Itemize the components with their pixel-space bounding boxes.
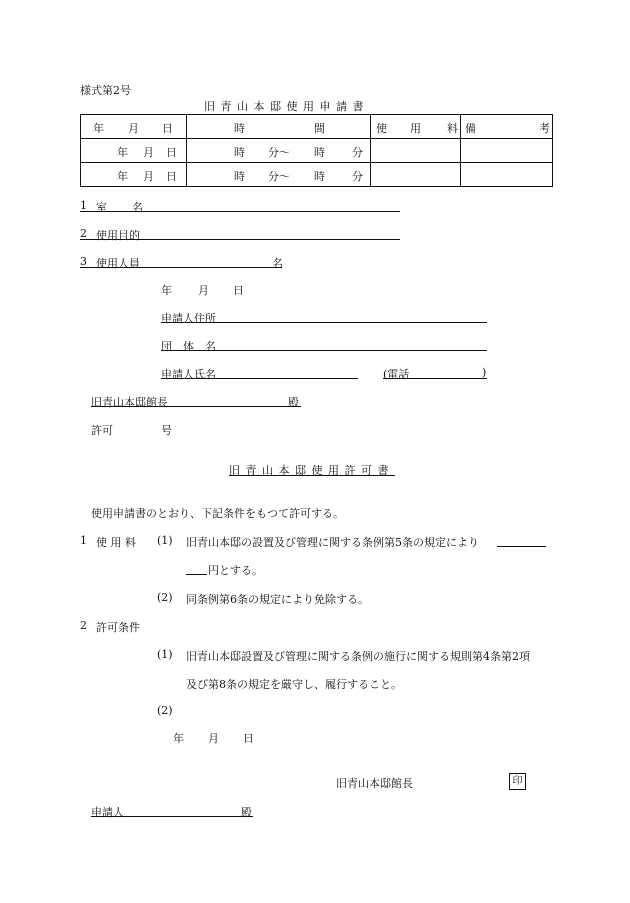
header-time-2: 間 xyxy=(314,122,325,135)
table-row xyxy=(81,139,553,163)
row2-hour-end: 時 xyxy=(314,170,325,183)
row2-fee-cell[interactable] xyxy=(371,163,461,187)
item2-number: 2 xyxy=(80,227,87,240)
section2-clause1-number: (1) xyxy=(157,648,173,661)
recipient-honorific: 殿 xyxy=(241,806,252,819)
row1-minute-end: 分 xyxy=(352,146,363,159)
purpose-field[interactable] xyxy=(80,239,400,240)
recipient-label: 申請人 xyxy=(91,806,124,819)
fee-amount-field-cont[interactable] xyxy=(186,574,207,575)
form-number: 様式第2号 xyxy=(80,84,131,97)
item3-label: 使用人員 xyxy=(96,257,140,270)
phone-close: ) xyxy=(482,366,487,379)
row1-minute-start: 分～ xyxy=(268,146,290,159)
seal-stamp: 印 xyxy=(509,773,526,790)
permit-number-label: 号 xyxy=(161,424,172,437)
row1-fee-cell[interactable] xyxy=(371,139,461,163)
app-date-month: 月 xyxy=(198,284,209,297)
section2-clause2-number: (2) xyxy=(157,704,173,717)
row2-month: 月 xyxy=(143,170,154,183)
permit-label: 許可 xyxy=(91,424,113,437)
row1-hour-end: 時 xyxy=(314,146,325,159)
room-name-field[interactable] xyxy=(80,211,400,212)
section1-clause2-number: (2) xyxy=(157,591,173,604)
section1-clause1-number: (1) xyxy=(157,534,173,547)
item1-number: 1 xyxy=(80,199,87,212)
row1-day: 日 xyxy=(166,146,177,159)
item3-suffix: 名 xyxy=(272,257,283,270)
header-fee-3: 料 xyxy=(447,122,458,135)
row2-year: 年 xyxy=(117,170,128,183)
table-header-row xyxy=(81,115,553,139)
header-time-1: 時 xyxy=(234,122,245,135)
header-date-year: 年 xyxy=(93,122,104,135)
item1-suffix: 名 xyxy=(132,201,143,214)
row1-month: 月 xyxy=(143,146,154,159)
header-date-day: 日 xyxy=(162,122,173,135)
row2-hour-start: 時 xyxy=(234,170,245,183)
permit-date-month: 月 xyxy=(208,732,219,745)
section1-number: 1 xyxy=(80,534,87,547)
row1-remarks-cell[interactable] xyxy=(461,139,553,163)
applicant-name-field[interactable] xyxy=(161,378,358,379)
usage-table xyxy=(80,114,553,187)
recipient-underline xyxy=(91,816,253,817)
fee-amount-field[interactable] xyxy=(497,546,546,547)
section1-clause1-text: 旧青山本邸の設置及び管理に関する条例第5条の規定により xyxy=(186,536,479,549)
section1-label: 使 用 料 xyxy=(96,536,136,549)
organization-label: 団 体 名 xyxy=(161,340,216,353)
row1-hour-start: 時 xyxy=(234,146,245,159)
phone-field[interactable] xyxy=(383,378,487,379)
row2-minute-end: 分 xyxy=(352,170,363,183)
addressee: 旧青山本邸館長 xyxy=(91,396,168,409)
permit-date-day: 日 xyxy=(243,732,254,745)
header-date-month: 月 xyxy=(128,122,139,135)
section2-clause1-cont: 及び第8条の規定を厳守し、履行すること。 xyxy=(186,678,402,691)
applicant-address-label: 申請人住所 xyxy=(161,312,216,325)
applicant-address-field[interactable] xyxy=(161,322,487,323)
permit-intro: 使用申請書のとおり、下記条件をもつて許可する。 xyxy=(91,507,344,520)
section1-clause2-text: 同条例第6条の規定により免除する。 xyxy=(186,593,369,606)
section2-number: 2 xyxy=(80,619,87,632)
item1-label: 室 xyxy=(96,201,107,214)
section2-label: 許可条件 xyxy=(96,621,140,634)
row2-minute-start: 分～ xyxy=(268,170,290,183)
item3-number: 3 xyxy=(80,255,87,268)
section2-clause1-text: 旧青山本邸設置及び管理に関する条例の施行に関する規則第4条第2項 xyxy=(186,650,530,663)
item2-label: 使用目的 xyxy=(96,229,140,242)
app-date-day: 日 xyxy=(233,284,244,297)
user-count-field[interactable] xyxy=(80,267,282,268)
permit-title-underline xyxy=(229,475,395,476)
permit-title: 旧 青 山 本 邸 使 用 許 可 書 xyxy=(229,464,390,477)
phone-label: (電話 xyxy=(383,368,410,381)
issuer: 旧青山本邸館長 xyxy=(336,777,413,790)
addressee-honorific: 殿 xyxy=(288,396,299,409)
table-row xyxy=(81,163,553,187)
section1-clause1-cont: 円とする。 xyxy=(208,564,263,577)
header-fee-1: 使 xyxy=(376,122,387,135)
header-remarks-2: 考 xyxy=(539,122,550,135)
header-remarks-1: 備 xyxy=(465,122,476,135)
app-date-year: 年 xyxy=(161,284,172,297)
header-fee-2: 用 xyxy=(410,122,421,135)
row2-day: 日 xyxy=(166,170,177,183)
application-title: 旧 青 山 本 邸 使 用 申 請 書 xyxy=(204,100,365,113)
row1-year: 年 xyxy=(117,146,128,159)
addressee-underline xyxy=(91,406,301,407)
permit-date-year: 年 xyxy=(173,732,184,745)
applicant-name-label: 申請人氏名 xyxy=(161,368,216,381)
row2-remarks-cell[interactable] xyxy=(461,163,553,187)
organization-field[interactable] xyxy=(161,350,487,351)
